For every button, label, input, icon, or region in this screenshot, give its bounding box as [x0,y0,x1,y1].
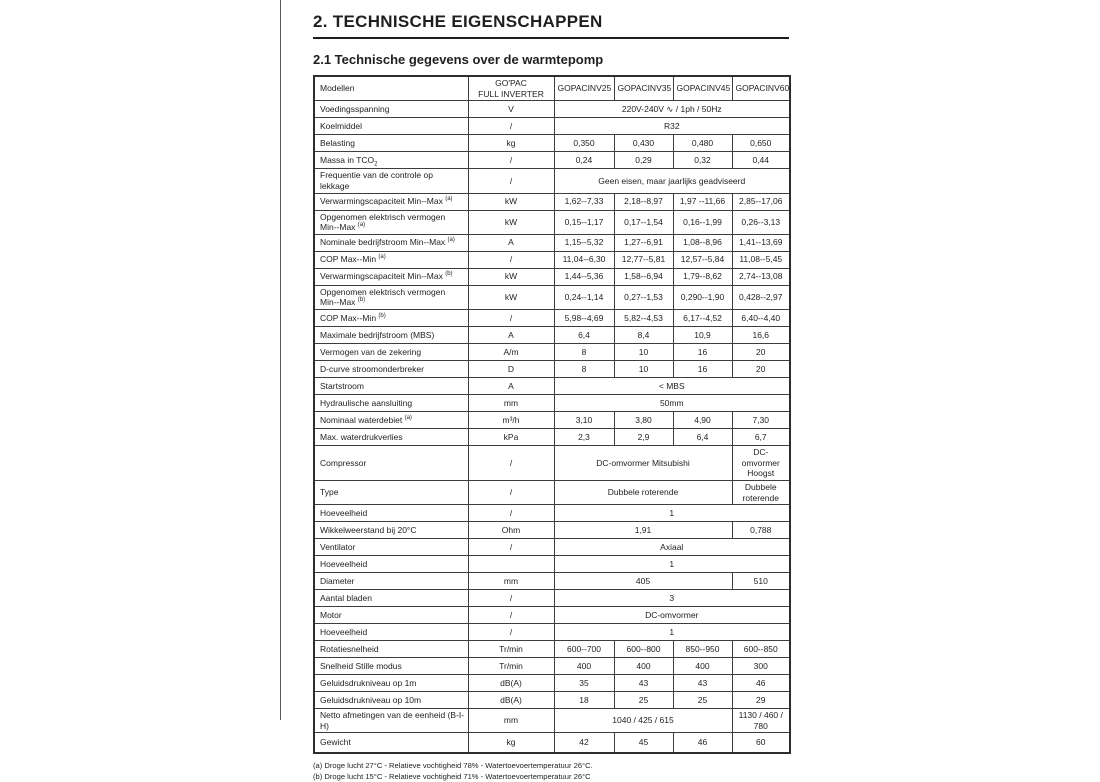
row-label-text: COP Max--Min [320,313,376,323]
row-label [314,210,468,234]
row-label-text: Geluidsdrukniveau op 1m [320,678,416,688]
row-label [314,378,468,395]
row-value: 1,62--7,33 [554,193,614,210]
row-value: 8 [554,344,614,361]
row-unit: A/m [468,344,554,361]
row-value: 3 [554,590,790,607]
row-unit: Tr/min [468,641,554,658]
table-row [314,135,790,152]
row-value: 1 [554,556,790,573]
row-label-text: Netto afmetingen van de eenheid (B-I-H) [320,710,464,731]
row-label [314,285,468,309]
row-unit: kPa [468,429,554,446]
row-label [314,429,468,446]
table-row [314,169,790,193]
row-unit: mm [468,709,554,733]
table-row [314,251,790,268]
row-value: 0,480 [673,135,732,152]
row-value: 25 [673,692,732,709]
table-row [314,658,790,675]
row-label-text: Aantal bladen [320,593,372,603]
row-value: 42 [554,733,614,753]
row-value: 12,77--5,81 [614,251,673,268]
page-edge-divider [280,0,281,720]
row-label-text: Compressor [320,458,366,468]
header-model-3: GOPACINV45 [673,76,732,101]
table-row [314,412,790,429]
row-value: 45 [614,733,673,753]
row-label-text-line2: Min--Max [320,297,355,307]
row-label [314,412,468,429]
row-label-text: Hoeveelheid [320,508,367,518]
row-label-subscript: 2 [374,162,377,168]
table-row [314,641,790,658]
row-value: 43 [614,675,673,692]
row-label-text: Verwarmingscapaciteit Min--Max [320,271,443,281]
table-row [314,210,790,234]
row-value: 300 [732,658,790,675]
row-value: 0,17--1,54 [614,210,673,234]
row-unit: A [468,327,554,344]
row-value: 400 [554,658,614,675]
row-value: 6,17--4,52 [673,310,732,327]
row-value: 1,41--13,69 [732,234,790,251]
row-label [314,169,468,193]
row-value: 60 [732,733,790,753]
row-unit: mm [468,573,554,590]
row-value: 20 [732,361,790,378]
row-label-text: Ventilator [320,542,355,552]
row-value: 16,6 [732,327,790,344]
row-value: 0,290--1,90 [673,285,732,309]
row-unit: / [468,539,554,556]
row-label-text: Maximale bedrijfstroom (MBS) [320,330,434,340]
header-brand-line1: GO'PAC [495,78,527,88]
table-row [314,310,790,327]
row-value: 0,29 [614,152,673,169]
row-value: 2,3 [554,429,614,446]
row-label [314,118,468,135]
row-label [314,675,468,692]
row-unit: / [468,607,554,624]
spec-table [313,75,791,754]
row-value: < MBS [554,378,790,395]
row-label [314,193,468,210]
row-unit: mm [468,395,554,412]
row-value: 1,08--8,96 [673,234,732,251]
row-value: 600--700 [554,641,614,658]
row-label [314,395,468,412]
row-value: 7,30 [732,412,790,429]
row-value: DC-omvormer [554,607,790,624]
row-value: 3,10 [554,412,614,429]
row-label [314,556,468,573]
subsection-title: 2.1 Technische gegevens over de warmtepomp [313,52,789,67]
table-row [314,675,790,692]
row-value: 25 [614,692,673,709]
row-label-text: Nominaal waterdebiet [320,415,402,425]
section-title: 2. TECHNISCHE EIGENSCHAPPEN [313,12,789,39]
row-value: 1130 / 460 / 780 [732,709,790,733]
row-label [314,361,468,378]
table-row [314,539,790,556]
row-value: 1 [554,505,790,522]
row-label-footnote-ref: (a) [448,238,455,244]
row-unit [468,556,554,573]
row-value: 6,40--4,40 [732,310,790,327]
row-unit: kW [468,210,554,234]
row-unit: Ohm [468,522,554,539]
row-value: 2,74--13,08 [732,268,790,285]
table-row [314,505,790,522]
row-label [314,692,468,709]
header-model-2: GOPACINV35 [614,76,673,101]
row-value: 46 [732,675,790,692]
row-unit: / [468,310,554,327]
table-row [314,446,790,481]
row-unit: kW [468,193,554,210]
row-value: 0,430 [614,135,673,152]
row-value: 0,27--1,53 [614,285,673,309]
header-brand-line2: FULL INVERTER [478,89,544,99]
row-value: 0,350 [554,135,614,152]
row-value: 29 [732,692,790,709]
row-value: 0,32 [673,152,732,169]
row-label [314,522,468,539]
row-label-footnote-ref: (b) [378,313,385,319]
row-value: Dubbele roterende [732,480,790,504]
row-unit: kW [468,268,554,285]
row-value: 600--850 [732,641,790,658]
table-row [314,234,790,251]
row-value: 1 [554,624,790,641]
row-label-footnote-ref: (a) [445,196,452,202]
spec-table-body [314,101,790,753]
row-label-text: Belasting [320,138,355,148]
table-row [314,193,790,210]
row-label-text: D-curve stroomonderbreker [320,364,424,374]
row-value: 16 [673,361,732,378]
header-model-1: GOPACINV25 [554,76,614,101]
row-unit: / [468,480,554,504]
row-unit: / [468,152,554,169]
row-value: 400 [673,658,732,675]
footnotes [313,761,789,782]
table-row [314,692,790,709]
row-label-text: Type [320,487,338,497]
row-label [314,641,468,658]
row-value: 600--800 [614,641,673,658]
table-row [314,361,790,378]
row-unit: dB(A) [468,675,554,692]
table-header-row [314,76,790,101]
row-label-text: Max. waterdrukverlies [320,432,403,442]
row-value: 16 [673,344,732,361]
row-value: 10,9 [673,327,732,344]
row-value: Axiaal [554,539,790,556]
row-label [314,733,468,753]
row-label [314,101,468,118]
row-unit: / [468,446,554,481]
row-label-text: COP Max--Min [320,254,376,264]
row-value: 0,24 [554,152,614,169]
row-label [314,505,468,522]
row-value: 43 [673,675,732,692]
row-unit: A [468,378,554,395]
row-label-text: Nominale bedrijfstroom Min--Max [320,237,445,247]
row-unit: / [468,590,554,607]
row-value: 8 [554,361,614,378]
row-value: 1,79--8,62 [673,268,732,285]
row-value: Dubbele roterende [554,480,732,504]
row-label [314,251,468,268]
row-value: 46 [673,733,732,753]
row-unit: D [468,361,554,378]
table-row [314,480,790,504]
row-label-footnote-ref: (b) [445,272,452,278]
table-row [314,101,790,118]
row-value: 35 [554,675,614,692]
row-label [314,480,468,504]
row-value: R32 [554,118,790,135]
row-label-text: Hydraulische aansluiting [320,398,412,408]
row-label [314,268,468,285]
row-value: 6,7 [732,429,790,446]
row-value: Geen eisen, maar jaarlijks geadviseerd [554,169,790,193]
table-row [314,118,790,135]
row-label-text: Snelheid Stille modus [320,661,402,671]
row-value: 6,4 [673,429,732,446]
row-label-text: Opgenomen elektrisch vermogen [320,287,445,297]
row-value: 0,44 [732,152,790,169]
row-value: 0,15--1,17 [554,210,614,234]
row-value: 3,80 [614,412,673,429]
row-label [314,590,468,607]
row-value: 20 [732,344,790,361]
row-value: 0,16--1,99 [673,210,732,234]
row-value: 1,27--6,91 [614,234,673,251]
row-label-text: Massa in TCO [320,155,374,165]
table-row [314,152,790,169]
row-label-text: Opgenomen elektrisch vermogen [320,212,445,222]
row-unit: / [468,169,554,193]
row-value: 8,4 [614,327,673,344]
row-value: 510 [732,573,790,590]
row-label-text: Voedingsspanning [320,104,389,114]
row-unit: kg [468,135,554,152]
table-row [314,733,790,753]
row-value: 1,91 [554,522,732,539]
row-value: 5,98--4,69 [554,310,614,327]
row-value: 0,788 [732,522,790,539]
row-value: 1,97 --11,66 [673,193,732,210]
row-unit: Tr/min [468,658,554,675]
header-model-4: GOPACINV60 [732,76,790,101]
row-label [314,446,468,481]
row-value: 850--950 [673,641,732,658]
row-label-text: Vermogen van de zekering [320,347,421,357]
table-row [314,327,790,344]
row-label-text: Rotatiesnelheid [320,644,379,654]
row-value: 2,18--8,97 [614,193,673,210]
table-row [314,573,790,590]
row-unit: kg [468,733,554,753]
row-value: 4,90 [673,412,732,429]
row-label-text-line2: Min--Max [320,222,355,232]
row-value: 10 [614,344,673,361]
row-unit: V [468,101,554,118]
row-label [314,234,468,251]
row-value: 1,44--5,36 [554,268,614,285]
row-unit: A [468,234,554,251]
row-value: 0,428--2,97 [732,285,790,309]
row-label-text: Hoeveelheid [320,627,367,637]
document-page [313,12,789,782]
row-label [314,624,468,641]
table-row [314,344,790,361]
row-value: 1040 / 425 / 615 [554,709,732,733]
row-label-footnote-ref: (a) [378,255,385,261]
row-label-text: Koelmiddel [320,121,362,131]
header-brand-cell [468,76,554,101]
row-label-text: Wikkelweerstand bij 20°C [320,525,416,535]
row-label-text: Frequentie van de controle op lekkage [320,170,433,191]
table-row [314,607,790,624]
row-value: DC-omvormer Hoogst [732,446,790,481]
row-label [314,152,468,169]
row-value: 18 [554,692,614,709]
table-row [314,378,790,395]
table-row [314,268,790,285]
row-value: 50mm [554,395,790,412]
row-value: 2,85--17,06 [732,193,790,210]
row-label-text: Gewicht [320,737,351,747]
row-value: 405 [554,573,732,590]
table-row [314,624,790,641]
row-value: 6,4 [554,327,614,344]
row-label-text: Hoeveelheid [320,559,367,569]
row-label [314,344,468,361]
row-unit: / [468,118,554,135]
row-label-text: Verwarmingscapaciteit Min--Max [320,196,443,206]
row-label-footnote-ref: (b) [358,298,365,304]
table-row [314,395,790,412]
row-value: 10 [614,361,673,378]
row-value: 0,650 [732,135,790,152]
row-value: 0,26--3,13 [732,210,790,234]
row-value: 1,15--5,32 [554,234,614,251]
row-value: 220V-240V ∿ / 1ph / 50Hz [554,101,790,118]
footnote-a: (a) Droge lucht 27°C - Relatieve vochtigheid 78% - Watertoevoertemperatuur 26°C. [313,761,789,772]
row-label [314,310,468,327]
table-row [314,709,790,733]
row-label-text: Diameter [320,576,354,586]
row-unit: kW [468,285,554,309]
row-label-text: Startstroom [320,381,364,391]
row-unit: / [468,624,554,641]
row-value: 2,9 [614,429,673,446]
table-row [314,285,790,309]
row-unit: / [468,505,554,522]
row-label-text: Motor [320,610,342,620]
table-row [314,590,790,607]
row-unit: m³/h [468,412,554,429]
row-label [314,658,468,675]
row-label [314,607,468,624]
row-label [314,327,468,344]
row-label-footnote-ref: (a) [405,415,412,421]
header-models-label: Modellen [314,76,468,101]
footnote-b: (b) Droge lucht 15°C - Relatieve vochtigheid 71% - Watertoevoertemperatuur 26°C [313,772,789,782]
row-label [314,709,468,733]
table-row [314,522,790,539]
row-unit: / [468,251,554,268]
row-value: 11,08--5,45 [732,251,790,268]
table-row [314,429,790,446]
row-value: 12,57--5,84 [673,251,732,268]
row-value: 11,04--6,30 [554,251,614,268]
row-value: DC-omvormer Mitsubishi [554,446,732,481]
row-value: 1,58--6,94 [614,268,673,285]
row-label-text: Geluidsdrukniveau op 10m [320,695,421,705]
row-label [314,135,468,152]
row-label [314,573,468,590]
row-unit: dB(A) [468,692,554,709]
row-value: 5,82--4,53 [614,310,673,327]
table-row [314,556,790,573]
row-label-footnote-ref: (a) [358,222,365,228]
row-value: 400 [614,658,673,675]
row-value: 0,24--1,14 [554,285,614,309]
row-label [314,539,468,556]
